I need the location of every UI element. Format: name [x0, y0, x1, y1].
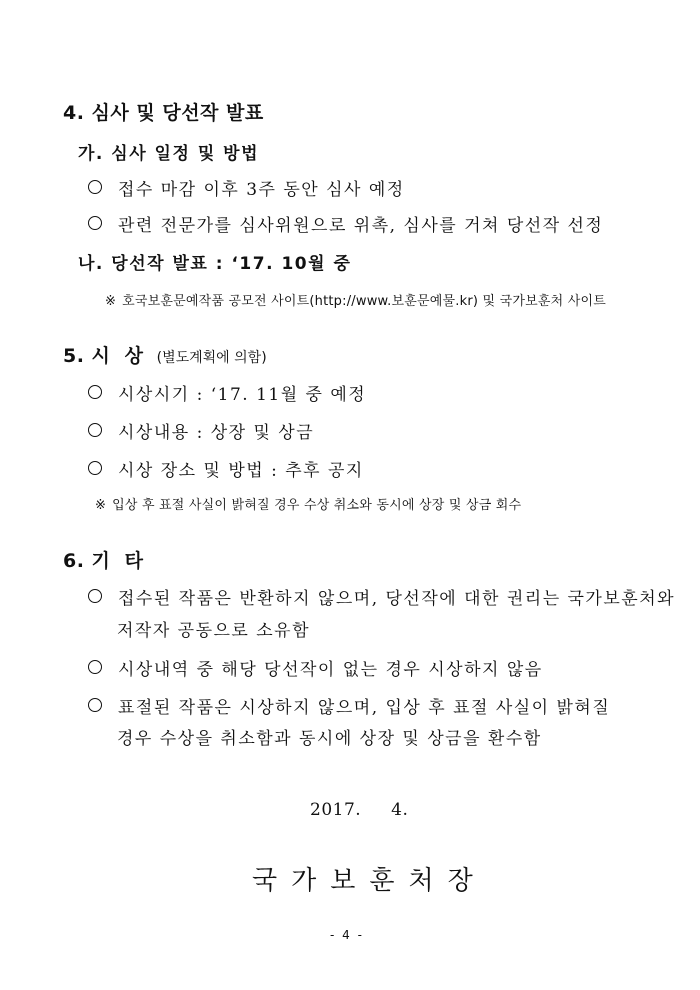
section-4-heading: 4. 심사 및 당선작 발표 [63, 102, 264, 124]
list-item: 접수 마감 이후 3주 동안 심사 예정 [88, 175, 405, 200]
circle-bullet-icon [88, 660, 102, 674]
circle-bullet-icon [88, 589, 102, 603]
circle-bullet-icon [88, 461, 102, 475]
list-item: 시상 장소 및 방법 : 추후 공지 [88, 456, 364, 481]
list-item-continuation: 저작자 공동으로 소유함 [117, 621, 311, 641]
section-4a-title: 가. 심사 일정 및 방법 [78, 144, 260, 164]
section-5-note: ※ 입상 후 표절 사실이 밝혀질 경우 수상 취소와 동시에 상장 및 상금 회수 [95, 498, 522, 513]
circle-bullet-icon [88, 216, 102, 230]
circle-bullet-icon [88, 180, 102, 194]
list-item: 관련 전문가를 심사위원으로 위촉, 심사를 거쳐 당선작 선정 [88, 211, 603, 236]
section-5-heading-note: (별도계획에 의함) [156, 350, 267, 366]
list-item-continuation: 경우 수상을 취소함과 동시에 상장 및 상금을 환수함 [117, 729, 542, 749]
circle-bullet-icon [88, 385, 102, 399]
circle-bullet-icon [88, 423, 102, 437]
document-date: 2017. 4. [310, 800, 409, 820]
section-5-heading: 5. 시 상 (별도계획에 의함) [63, 345, 267, 367]
organization-name: 국가보훈처장 [252, 866, 487, 896]
section-4-note: ※ 호국보훈문예작품 공모전 사이트(http://www.보훈문예물.kr) 및 국가보훈처 사이트 [105, 294, 606, 309]
list-item: 표절된 작품은 시상하지 않으며, 입상 후 표절 사실이 밝혀질 [88, 693, 610, 718]
list-item: 접수된 작품은 반환하지 않으며, 당선작에 대한 권리는 국가보훈처와 [88, 584, 675, 609]
list-item: 시상내역 중 해당 당선작이 없는 경우 시상하지 않음 [88, 655, 543, 680]
list-item: 시상시기 : ‘17. 11월 중 예정 [88, 380, 366, 405]
list-item: 시상내용 : 상장 및 상금 [88, 418, 314, 443]
section-6-heading: 6. 기 타 [63, 550, 144, 572]
page-number: - 4 - [330, 928, 364, 942]
circle-bullet-icon [88, 698, 102, 712]
section-4b-title: 나. 당선작 발표 : ‘17. 10월 중 [78, 254, 352, 274]
